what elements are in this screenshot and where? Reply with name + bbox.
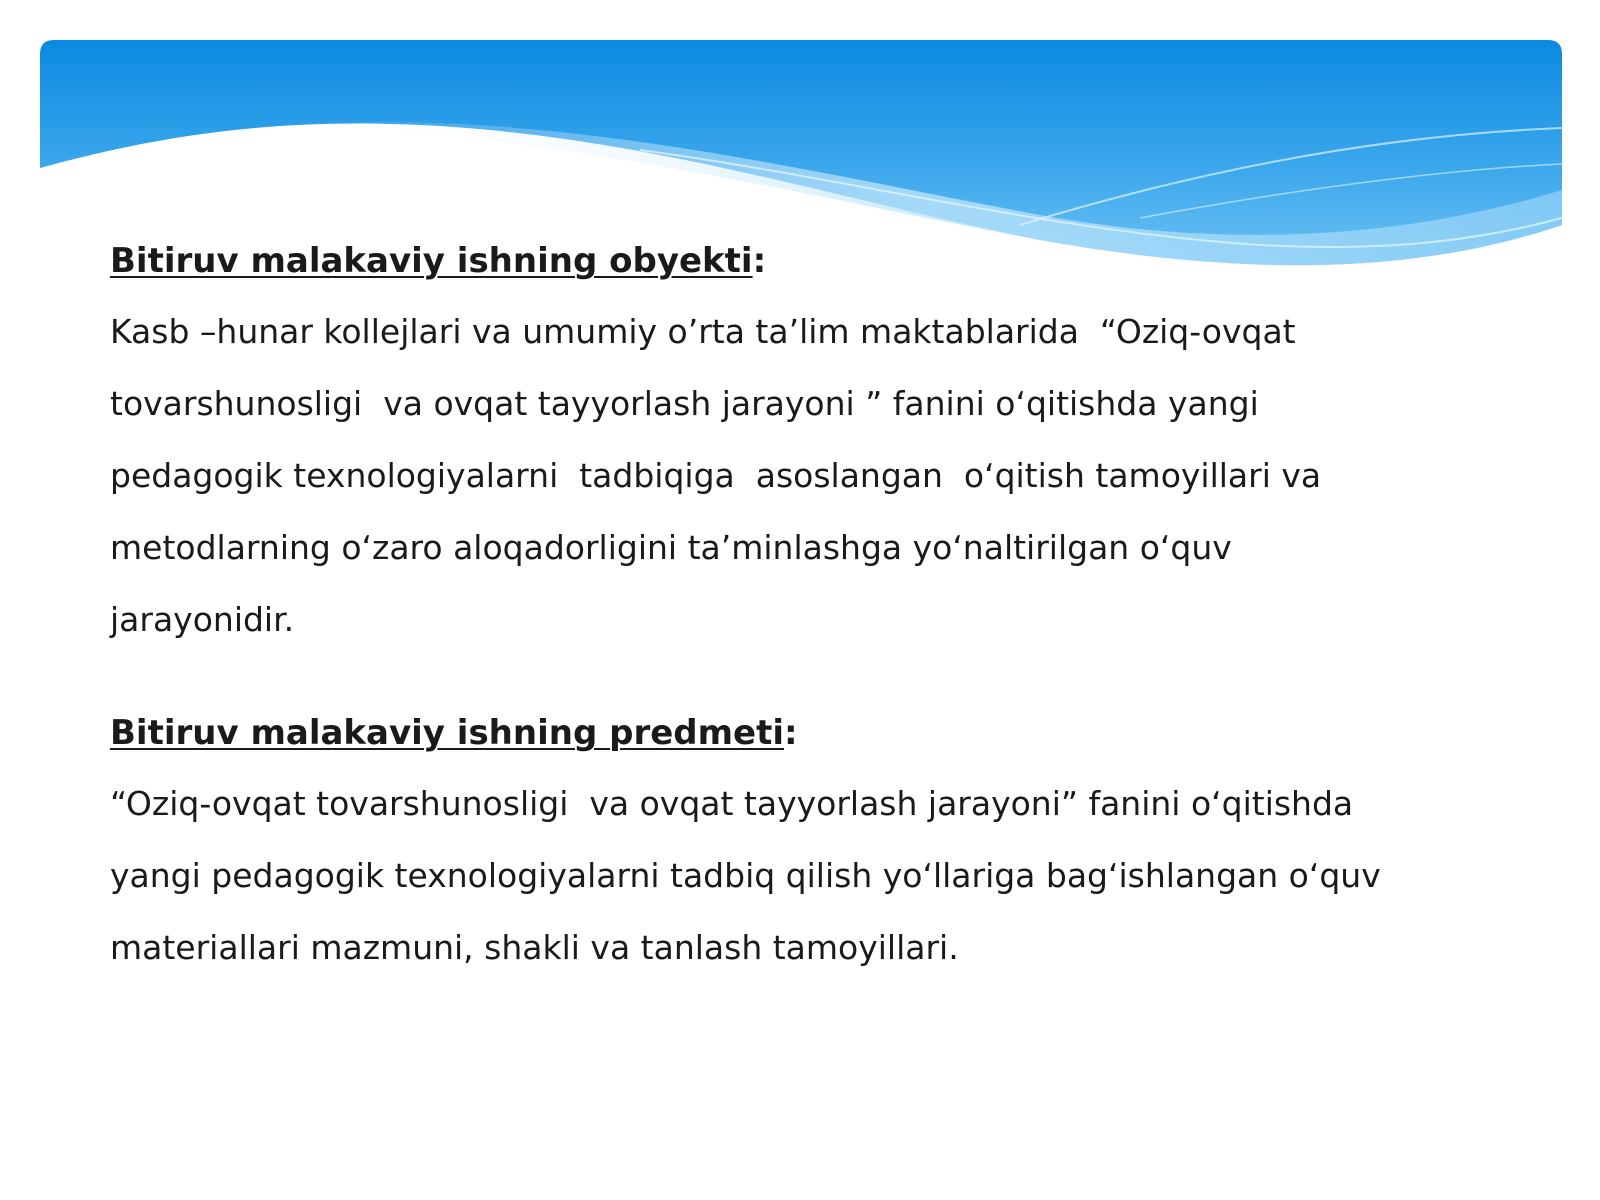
object-line: tovarshunosligi va ovqat tayyorlash jarayoni ” fanini o‘qitishda yangi: [110, 384, 1259, 423]
object-line: jarayonidir.: [110, 600, 295, 639]
subject-heading-text: Bitiruv malakaviy ishning predmeti: [110, 713, 785, 753]
subject-line: materiallari mazmuni, shakli va tanlash tamoyillari.: [110, 928, 959, 967]
subject-heading-colon: :: [784, 713, 798, 753]
object-heading-text: Bitiruv malakaviy ishning obyekti: [110, 241, 753, 281]
object-section: [110, 232, 1570, 656]
object-paragraph: [110, 296, 1570, 656]
object-line: metodlarning o‘zaro aloqadorligini ta’minlashga yo‘naltirilgan o‘quv: [110, 528, 1232, 567]
subject-section: [110, 704, 1570, 984]
object-heading: [110, 232, 1570, 290]
object-line: Kasb –hunar kollejlari va umumiy o’rta ta’lim maktablarida “Oziq-ovqat: [110, 312, 1296, 351]
slide-content: [110, 232, 1570, 984]
object-line: pedagogik texnologiyalarni tadbiqiga asoslangan o‘qitish tamoyillari va: [110, 456, 1322, 495]
subject-line: yangi pedagogik texnologiyalarni tadbiq qilish yo‘llariga bag‘ishlangan o‘quv: [110, 856, 1381, 895]
object-heading-colon: :: [752, 241, 767, 281]
subject-line: “Oziq-ovqat tovarshunosligi va ovqat tayyorlash jarayoni” fanini o‘qitishda: [110, 784, 1354, 823]
subject-heading: [110, 704, 1570, 762]
subject-paragraph: [110, 768, 1570, 984]
